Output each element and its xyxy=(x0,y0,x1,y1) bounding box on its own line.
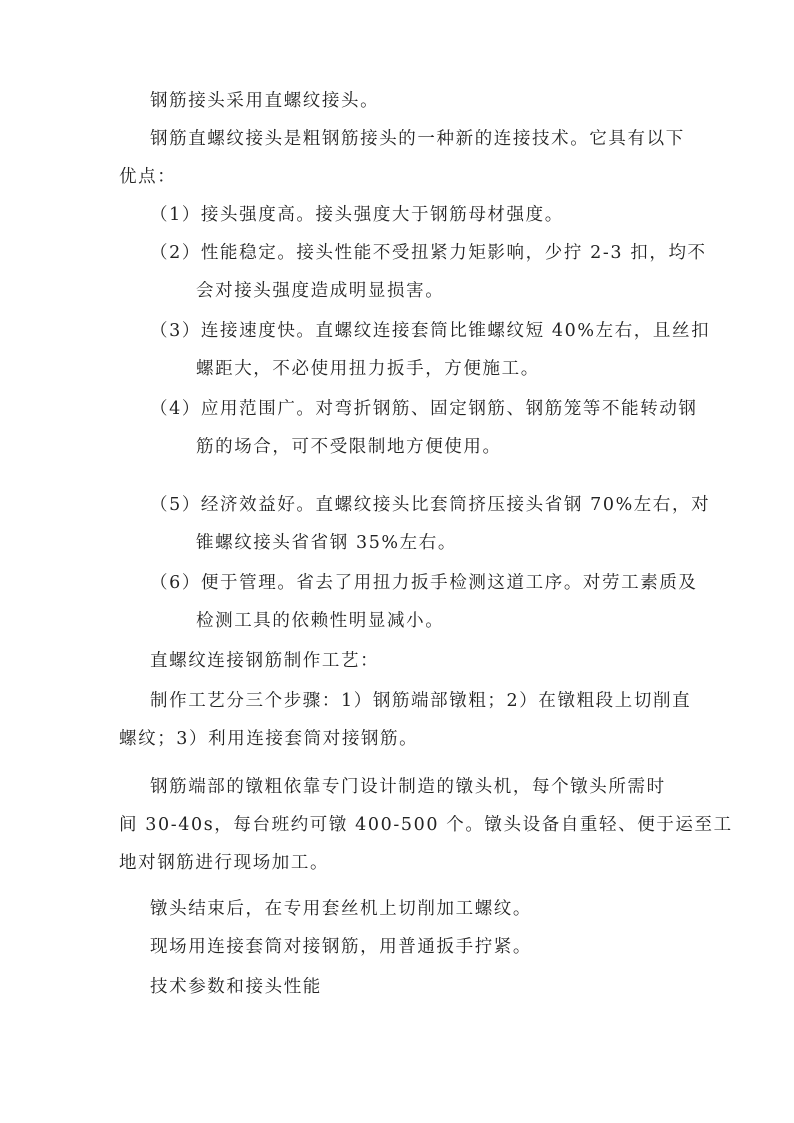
paragraph-intro: 钢筋接头采用直螺纹接头。 xyxy=(150,91,380,111)
list-item-4-line-1: （4）应用范围广。对弯折钢筋、固定钢筋、钢筋笼等不能转动钢 xyxy=(150,399,698,419)
paragraph-onsite: 现场用连接套筒对接钢筋，用普通扳手拧紧。 xyxy=(150,937,532,957)
paragraph-upsetting-line-1: 钢筋端部的镦粗依靠专门设计制造的镦头机，每个镦头所需时 xyxy=(150,777,666,797)
list-item-2-line-1: （2）性能稳定。接头性能不受扭紧力矩影响，少拧 2-3 扣，均不 xyxy=(150,243,707,263)
paragraph-threading: 镦头结束后，在专用套丝机上切削加工螺纹。 xyxy=(150,899,532,919)
list-item-5-line-2: 锥螺纹接头省省钢 35%左右。 xyxy=(196,533,457,553)
list-item-4-line-2: 筋的场合，可不受限制地方便使用。 xyxy=(196,437,502,457)
paragraph-advantages-line-2: 优点： xyxy=(119,167,177,187)
list-item-2-line-2: 会对接头强度造成明显损害。 xyxy=(196,281,445,301)
paragraph-upsetting-line-2: 间 30-40s，每台班约可镦 400-500 个。镦头设备自重轻、便于运至工 xyxy=(119,815,733,835)
list-item-3-line-2: 螺距大，不必使用扭力扳手，方便施工。 xyxy=(196,359,540,379)
paragraph-steps-line-2: 螺纹；3）利用连接套筒对接钢筋。 xyxy=(119,729,419,749)
section-heading-parameters: 技术参数和接头性能 xyxy=(150,977,322,997)
paragraph-advantages-line-1: 钢筋直螺纹接头是粗钢筋接头的一种新的连接技术。它具有以下 xyxy=(150,129,685,149)
section-heading-process: 直螺纹连接钢筋制作工艺： xyxy=(150,651,380,671)
list-item-1: （1）接头强度高。接头强度大于钢筋母材强度。 xyxy=(150,205,564,225)
list-item-6-line-2: 检测工具的依赖性明显减小。 xyxy=(196,611,445,631)
list-item-3-line-1: （3）连接速度快。直螺纹连接套筒比锥螺纹短 40%左右，且丝扣 xyxy=(150,321,711,341)
list-item-5-line-1: （5）经济效益好。直螺纹接头比套筒挤压接头省钢 70%左右，对 xyxy=(150,495,711,515)
paragraph-steps-line-1: 制作工艺分三个步骤：1）钢筋端部镦粗；2）在镦粗段上切削直 xyxy=(150,691,692,711)
paragraph-upsetting-line-3: 地对钢筋进行现场加工。 xyxy=(119,853,330,873)
list-item-6-line-1: （6）便于管理。省去了用扭力扳手检测这道工序。对劳工素质及 xyxy=(150,573,698,593)
